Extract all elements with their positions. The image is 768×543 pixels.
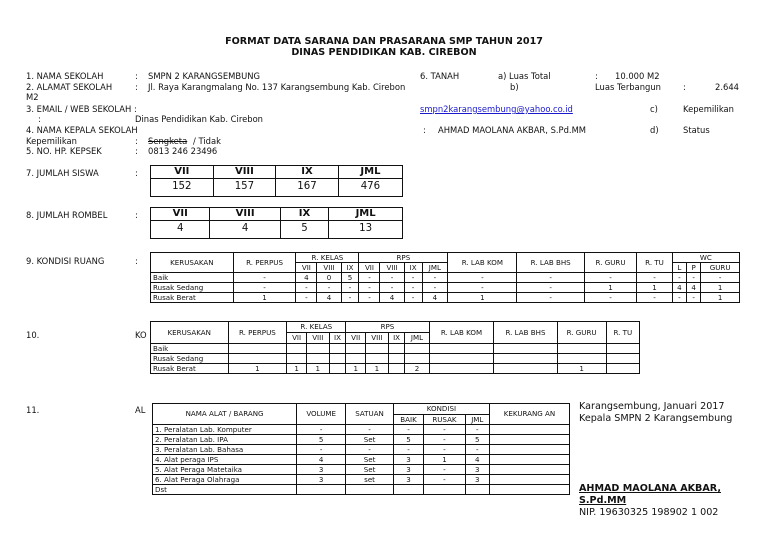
kondisi2-table xyxy=(150,321,640,374)
h-vii: VII xyxy=(359,263,380,273)
item-name: 4. Alat peraga IPS xyxy=(153,455,297,465)
table-cell: - xyxy=(687,293,701,303)
h-kelas: R. KELAS xyxy=(287,322,346,333)
rombel-h-viii: VIII xyxy=(210,208,280,221)
h-vii: VII xyxy=(287,333,307,344)
table-cell: 4 xyxy=(422,293,448,303)
table-cell: 1 xyxy=(346,364,366,374)
siswa-jml: 476 xyxy=(338,179,402,197)
sign-place-date: Karangsembung, Januari 2017 xyxy=(579,401,725,412)
table-row xyxy=(151,354,640,364)
table-row xyxy=(153,425,570,435)
status-label: Status xyxy=(683,125,710,135)
item-name: 3. Peralatan Lab. Bahasa xyxy=(153,445,297,455)
siswa-vii: 152 xyxy=(151,179,214,197)
item-name: 2. Peralatan Lab. IPA xyxy=(153,435,297,445)
sign-name-1: AHMAD MAOLANA AKBAR, xyxy=(579,483,721,494)
table-cell: - xyxy=(404,293,422,303)
h-jml: JML xyxy=(405,333,429,344)
table-row xyxy=(153,445,570,455)
kepemilikan-word: Kepemilikan xyxy=(26,136,77,146)
table-cell xyxy=(429,344,494,354)
table-cell xyxy=(388,354,405,364)
table-cell xyxy=(606,354,639,364)
kekurangan-cell xyxy=(489,485,569,495)
table-cell xyxy=(557,344,606,354)
table-cell: 3 xyxy=(465,475,489,485)
table-row xyxy=(153,475,570,485)
section10-label: KO xyxy=(135,330,147,340)
table-cell: - xyxy=(517,293,584,303)
table-cell: 5 xyxy=(393,435,423,445)
h-guru: R. GURU xyxy=(584,253,636,273)
table-cell: 4 xyxy=(317,293,341,303)
table-cell xyxy=(606,364,639,374)
table-cell xyxy=(228,354,287,364)
doc-subtitle: DINAS PENDIDIKAN KAB. CIREBON xyxy=(291,47,477,58)
siswa-table xyxy=(150,165,403,197)
row-label: Rusak Berat xyxy=(151,364,229,374)
colon: : xyxy=(595,71,598,81)
table-cell: Set xyxy=(346,435,394,445)
table-cell: 4 xyxy=(672,283,686,293)
table-cell: - xyxy=(465,445,489,455)
table-cell: - xyxy=(424,445,465,455)
h-perpus: R. PERPUS xyxy=(233,253,296,273)
colon: : xyxy=(135,168,138,178)
siswa-ix: 167 xyxy=(276,179,339,197)
item-name: Dst xyxy=(153,485,297,495)
table-cell: - xyxy=(672,273,686,283)
h-wc-p: P xyxy=(687,263,701,273)
table-cell: - xyxy=(404,283,422,293)
table-cell xyxy=(606,344,639,354)
h-viii: VIII xyxy=(317,263,341,273)
table-cell: 1 xyxy=(557,364,606,374)
h-viii: VIII xyxy=(306,333,329,344)
siswa-h-ix: IX xyxy=(276,166,339,179)
alat-table xyxy=(152,403,570,495)
sign-nip: NIP. 19630325 198902 1 002 xyxy=(579,507,719,518)
table-cell: - xyxy=(296,293,317,303)
colon: : xyxy=(135,146,138,156)
h-labkom: R. LAB KOM xyxy=(429,322,494,344)
c-marker: c) xyxy=(650,104,658,114)
table-cell xyxy=(424,485,465,495)
rombel-h-jml: JML xyxy=(329,208,403,221)
table-row xyxy=(153,485,570,495)
table-cell xyxy=(494,364,557,374)
table-cell xyxy=(346,485,394,495)
h-viii: VIII xyxy=(366,333,389,344)
h-ix: IX xyxy=(388,333,405,344)
row-label: Rusak Sedang xyxy=(151,283,234,293)
kepala-value: AHMAD MAOLANA AKBAR, S.Pd.MM xyxy=(438,125,587,135)
rombel-viii: 4 xyxy=(210,221,280,239)
table-cell: 3 xyxy=(393,465,423,475)
h-baik: BAIK xyxy=(393,414,423,425)
table-cell: - xyxy=(672,293,686,303)
h-rusak: RUSAK xyxy=(424,414,465,425)
table-cell: - xyxy=(359,293,380,303)
h-ix: IX xyxy=(404,263,422,273)
table-cell xyxy=(388,364,405,374)
siswa-h-vii: VII xyxy=(151,166,214,179)
luas-terbangun-value: 2.644 xyxy=(715,82,739,92)
table-cell xyxy=(366,354,389,364)
table-cell xyxy=(429,354,494,364)
rombel-jml: 13 xyxy=(329,221,403,239)
table-cell: 5 xyxy=(341,273,359,283)
table-cell: - xyxy=(517,283,584,293)
table-cell: - xyxy=(465,425,489,435)
table-cell: - xyxy=(359,283,380,293)
table-row xyxy=(151,293,740,303)
table-cell xyxy=(329,344,346,354)
table-cell: - xyxy=(424,435,465,445)
table-cell xyxy=(329,364,346,374)
table-cell: - xyxy=(346,445,394,455)
table-cell: - xyxy=(296,283,317,293)
table-row xyxy=(151,273,740,283)
table-cell: - xyxy=(424,425,465,435)
table-cell xyxy=(557,354,606,364)
table-cell: 1 xyxy=(701,293,740,303)
h-viii: VIII xyxy=(380,263,404,273)
table-cell xyxy=(297,485,346,495)
h-perpus: R. PERPUS xyxy=(228,322,287,344)
table-row xyxy=(151,344,640,354)
kekurangan-cell xyxy=(489,465,569,475)
table-cell: - xyxy=(404,273,422,283)
sign-name-2: S.Pd.MM xyxy=(579,495,627,506)
table-cell: 1 xyxy=(637,283,673,293)
colon: : xyxy=(135,256,138,266)
sign-role: Kepala SMPN 2 Karangsembung xyxy=(579,413,733,424)
d-marker: d) xyxy=(650,125,659,135)
colon: : xyxy=(135,210,138,220)
h-guru: R. GURU xyxy=(557,322,606,344)
table-cell: - xyxy=(517,273,584,283)
h-labbhs: R. LAB BHS xyxy=(517,253,584,273)
table-cell: - xyxy=(637,293,673,303)
table-cell: Set xyxy=(346,465,394,475)
luas-total-label: a) Luas Total xyxy=(498,71,551,81)
table-cell: - xyxy=(380,273,404,283)
kepala-label: 4. NAMA KEPALA SEKOLAH xyxy=(26,125,138,135)
section10-num: 10. xyxy=(26,330,40,340)
table-cell: 3 xyxy=(297,475,346,485)
h-vii: VII xyxy=(296,263,317,273)
table-cell: - xyxy=(424,465,465,475)
hp-label: 5. NO. HP. KEPSEK xyxy=(26,146,102,156)
kondisi-table-wrap xyxy=(150,252,742,317)
table-cell: - xyxy=(687,273,701,283)
kekurangan-cell xyxy=(489,445,569,455)
luas-total-value: 10.000 M2 xyxy=(615,71,660,81)
siswa-viii: 157 xyxy=(213,179,276,197)
colon: : xyxy=(683,82,686,92)
table-cell: - xyxy=(393,445,423,455)
tanah-label: 6. TANAH xyxy=(420,71,460,81)
table-cell: 3 xyxy=(465,465,489,475)
table-cell: - xyxy=(448,283,517,293)
tidak-text: / Tidak xyxy=(193,136,221,146)
table-cell xyxy=(366,344,389,354)
table-cell xyxy=(306,344,329,354)
h-rps: RPS xyxy=(359,253,448,263)
table-cell: 1 xyxy=(233,293,296,303)
siswa-h-jml: JML xyxy=(338,166,402,179)
rombel-h-vii: VII xyxy=(151,208,210,221)
table-cell: 3 xyxy=(393,475,423,485)
table-cell: - xyxy=(297,445,346,455)
table-row xyxy=(153,435,570,445)
table-cell: - xyxy=(701,273,740,283)
colon: : xyxy=(135,82,138,92)
table-cell: - xyxy=(424,475,465,485)
h-kekurangan: KEKURANG AN xyxy=(489,404,569,425)
table-cell: 0 xyxy=(317,273,341,283)
h-tu: R. TU xyxy=(606,322,639,344)
kekurangan-cell xyxy=(489,475,569,485)
rombel-label: 8. JUMLAH ROMBEL xyxy=(26,210,108,220)
colon: : xyxy=(135,136,138,146)
table-cell: 3 xyxy=(297,465,346,475)
table-cell: - xyxy=(233,283,296,293)
kekurangan-cell xyxy=(489,435,569,445)
table-cell xyxy=(228,344,287,354)
h-tu: R. TU xyxy=(637,253,673,273)
rombel-vii: 4 xyxy=(151,221,210,239)
table-cell xyxy=(287,344,307,354)
table-cell xyxy=(346,344,366,354)
table-cell: 4 xyxy=(297,455,346,465)
table-cell: Set xyxy=(346,455,394,465)
item-name: 1. Peralatan Lab. Komputer xyxy=(153,425,297,435)
table-cell: 2 xyxy=(405,364,429,374)
h-nama-alat: NAMA ALAT / BARANG xyxy=(153,404,297,425)
hp-value: 0813 246 23496 xyxy=(148,146,218,156)
h-ix: IX xyxy=(341,263,359,273)
h-kondisi: KONDISI xyxy=(393,404,489,415)
h-jml: JML xyxy=(422,263,448,273)
siswa-h-viii: VIII xyxy=(213,166,276,179)
table-cell: 4 xyxy=(687,283,701,293)
table-cell: - xyxy=(233,273,296,283)
b-marker: b) xyxy=(510,82,519,92)
email-cont: Dinas Pendidikan Kab. Cirebon xyxy=(135,114,263,124)
section11-num: 11. xyxy=(26,405,40,415)
rombel-table xyxy=(150,207,403,239)
colon: : xyxy=(135,71,138,81)
table-cell: - xyxy=(380,283,404,293)
nama-value: SMPN 2 KARANGSEMBUNG xyxy=(148,71,261,81)
section11-label: AL xyxy=(135,405,146,415)
table-cell: 1 xyxy=(701,283,740,293)
alamat-value: Jl. Raya Karangmalang No. 137 Karangsembung Kab. Cirebon xyxy=(148,82,406,92)
h-ix: IX xyxy=(329,333,346,344)
table-row xyxy=(151,364,640,374)
sengketa-text: Sengketa xyxy=(148,136,188,146)
h-labbhs: R. LAB BHS xyxy=(494,322,557,344)
table-cell xyxy=(388,344,405,354)
doc-title: FORMAT DATA SARANA DAN PRASARANA SMP TAHUN 2017 xyxy=(225,36,543,47)
table-cell: 1 xyxy=(287,364,307,374)
table-cell: 1 xyxy=(228,364,287,374)
table-cell: 1 xyxy=(366,364,389,374)
h-wc-guru: GURU xyxy=(701,263,740,273)
h-satuan: SATUAN xyxy=(346,404,394,425)
table-row xyxy=(153,465,570,475)
h-kerusakan: KERUSAKAN xyxy=(151,253,234,273)
table-cell: set xyxy=(346,475,394,485)
table-cell xyxy=(429,364,494,374)
rombel-h-ix: IX xyxy=(280,208,328,221)
colon: : xyxy=(38,114,41,124)
table-cell xyxy=(465,485,489,495)
table-cell: 5 xyxy=(297,435,346,445)
h-wc: WC xyxy=(672,253,739,263)
table-cell xyxy=(287,354,307,364)
email-label: 3. EMAIL / WEB SEKOLAH : xyxy=(26,104,137,114)
luas-terbangun-label: Luas Terbangun xyxy=(595,82,661,92)
table-cell: 1 xyxy=(306,364,329,374)
rombel-ix: 5 xyxy=(280,221,328,239)
table-cell: - xyxy=(584,273,636,283)
table-cell: - xyxy=(341,283,359,293)
h-vii: VII xyxy=(346,333,366,344)
table-cell: - xyxy=(393,425,423,435)
row-label: Baik xyxy=(151,273,234,283)
table-cell: - xyxy=(422,283,448,293)
table-cell: - xyxy=(297,425,346,435)
table-cell: - xyxy=(359,273,380,283)
h-kelas: R. KELAS xyxy=(296,253,359,263)
h-volume: VOLUME xyxy=(297,404,346,425)
kondisi2-table-wrap xyxy=(150,321,642,397)
table-cell xyxy=(329,354,346,364)
m2-unit: M2 xyxy=(26,92,39,102)
table-cell: - xyxy=(637,273,673,283)
h-rps: RPS xyxy=(346,322,429,333)
h-alat-jml: JML xyxy=(465,414,489,425)
kekurangan-cell xyxy=(489,455,569,465)
kepemilikan-label: Kepemilikan xyxy=(683,104,734,114)
table-cell: - xyxy=(448,273,517,283)
table-cell: 1 xyxy=(584,283,636,293)
table-cell: 1 xyxy=(424,455,465,465)
table-cell xyxy=(494,344,557,354)
table-cell xyxy=(306,354,329,364)
nama-label: 1. NAMA SEKOLAH xyxy=(26,71,104,81)
h-labkom: R. LAB KOM xyxy=(448,253,517,273)
table-cell: - xyxy=(341,293,359,303)
h-kerusakan: KERUSAKAN xyxy=(151,322,229,344)
row-label: Baik xyxy=(151,344,229,354)
row-label: Rusak Berat xyxy=(151,293,234,303)
item-name: 6. Alat Peraga Olahraga xyxy=(153,475,297,485)
row-label: Rusak Sedang xyxy=(151,354,229,364)
h-wc-l: L xyxy=(672,263,686,273)
item-name: 5. Alat Peraga Matetaika xyxy=(153,465,297,475)
table-cell xyxy=(405,354,429,364)
email-link[interactable]: smpn2karangsembung@yahoo.co.id xyxy=(420,104,573,114)
table-row xyxy=(151,283,740,293)
colon: : xyxy=(423,125,426,135)
table-cell xyxy=(393,485,423,495)
table-row xyxy=(153,455,570,465)
kekurangan-cell xyxy=(489,425,569,435)
table-cell: - xyxy=(346,425,394,435)
kondisi-label: 9. KONDISI RUANG xyxy=(26,256,105,266)
table-cell: 3 xyxy=(393,455,423,465)
table-cell: - xyxy=(422,273,448,283)
table-cell: - xyxy=(584,293,636,303)
table-cell xyxy=(494,354,557,364)
table-cell: 5 xyxy=(465,435,489,445)
table-cell xyxy=(346,354,366,364)
table-cell xyxy=(405,344,429,354)
siswa-label: 7. JUMLAH SISWA xyxy=(26,168,99,178)
table-cell: 4 xyxy=(380,293,404,303)
table-cell: 1 xyxy=(448,293,517,303)
table-cell: 4 xyxy=(296,273,317,283)
alamat-label: 2. ALAMAT SEKOLAH xyxy=(26,82,113,92)
table-cell: - xyxy=(317,283,341,293)
kondisi-table xyxy=(150,252,740,303)
table-cell: 4 xyxy=(465,455,489,465)
